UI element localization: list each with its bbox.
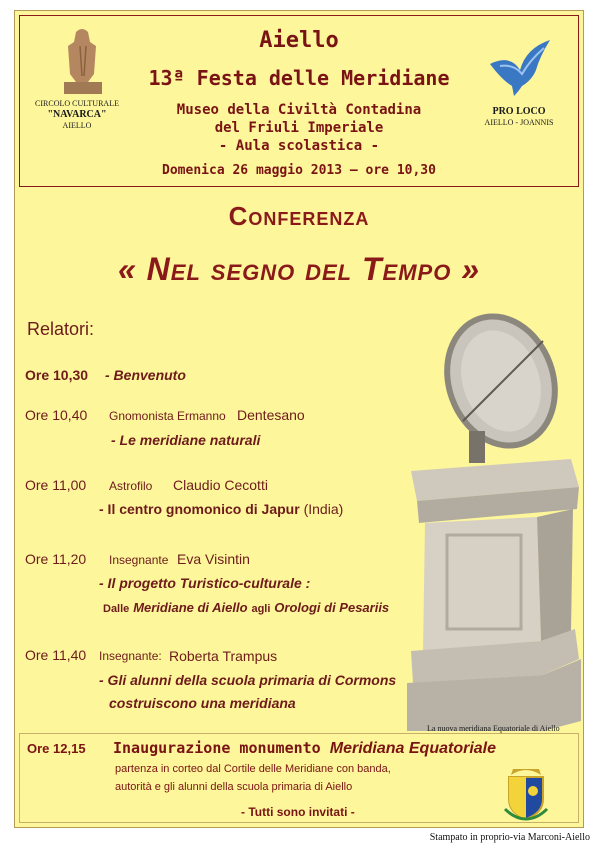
session-5-speaker: Roberta Trampus [169,648,278,664]
sundial-photo [403,311,583,731]
event-date: Domenica 26 maggio 2013 — ore 10,30 [162,163,436,178]
left-org-town: AIELLO [62,121,92,130]
event-title: 13ª Festa delle Meridiane [148,66,450,90]
bird-logo [486,34,556,96]
conference-subtitle: « Nel segno del Tempo » [117,251,481,287]
session-5-topic-line2: costruiscono una meridiana [109,695,296,711]
session-4-sub-d: Orologi di Pesariis [274,600,390,615]
footer-time: Ore 12,15 [27,741,86,756]
session-4-role: Insegnante [109,553,169,567]
printed-by-note: Stampato in proprio-via Marconi-Aiello [429,832,590,843]
session-4-time: Ore 11,20 [25,551,87,567]
photo-caption: La nuova meridiana Equatoriale di Aiello [427,724,560,733]
session-3-topic-suffix: (India) [303,501,344,517]
session-4-sub-b: Meridiane di Aiello [133,600,248,615]
session-4-sub-c: agli [251,603,271,615]
left-org-line1: CIRCOLO CULTURALE [35,99,119,108]
session-3-topic-text: - Il centro gnomonico di Japur [99,501,300,517]
session-4-sub-a: Dalle [103,603,130,615]
session-2-first-name: Ermanno [177,409,226,423]
session-2-role: Gnomonista [109,409,174,423]
footer-headline [113,739,496,758]
speakers-label: Relatori: [27,319,95,339]
session-2-time: Ore 10,40 [25,407,88,423]
right-org-name: PRO LOCO [492,106,546,117]
session-1-time: Ore 10,30 [25,367,89,383]
poster [14,10,584,828]
conference-title: Conferenza [228,201,370,231]
header-box [19,15,579,187]
session-5-role: Insegnante: [99,649,162,663]
coat-of-arms-icon [503,765,549,821]
session-1-text: - Benvenuto [105,367,186,383]
session-3-role: Astrofilo [109,479,153,493]
session-2-last-name: Dentesano [237,407,305,423]
footer-headline-a: Inaugurazione monumento [113,739,321,757]
right-organization [464,106,574,128]
footer-headline-b: Meridiana Equatoriale [329,740,497,757]
footer-line-2: autorità e gli alunni della scuola primaria di Aiello [115,781,353,793]
session-4-subtopic [103,599,389,615]
left-org-name: "NAVARCA" [47,109,107,120]
right-org-towns: AIELLO - JOANNIS [484,118,554,127]
session-5-topic-line1: - Gli alunni della scuola primaria di Cormons [99,672,397,688]
session-2-topic: - Le meridiane naturali [111,432,261,448]
session-4-speaker: Eva Visintin [177,551,250,567]
venue-line-2: del Friuli Imperiale [214,120,384,136]
session-4-topic: - Il progetto Turistico-culturale : [99,575,311,591]
session-3-speaker: Claudio Cecotti [173,477,268,493]
town-title: Aiello [259,28,339,53]
session-3-time: Ore 11,00 [25,477,87,493]
venue-line-1: Museo della Civiltà Contadina [176,102,422,118]
footer-line-1: partenza in corteo dal Cortile delle Meridiane con banda, [115,763,391,775]
footer-invite: - Tutti sono invitati - [241,805,355,819]
session-3-topic [99,501,343,517]
venue-line-3: - Aula scolastica - [218,138,380,154]
session-5-time: Ore 11,40 [25,647,87,663]
